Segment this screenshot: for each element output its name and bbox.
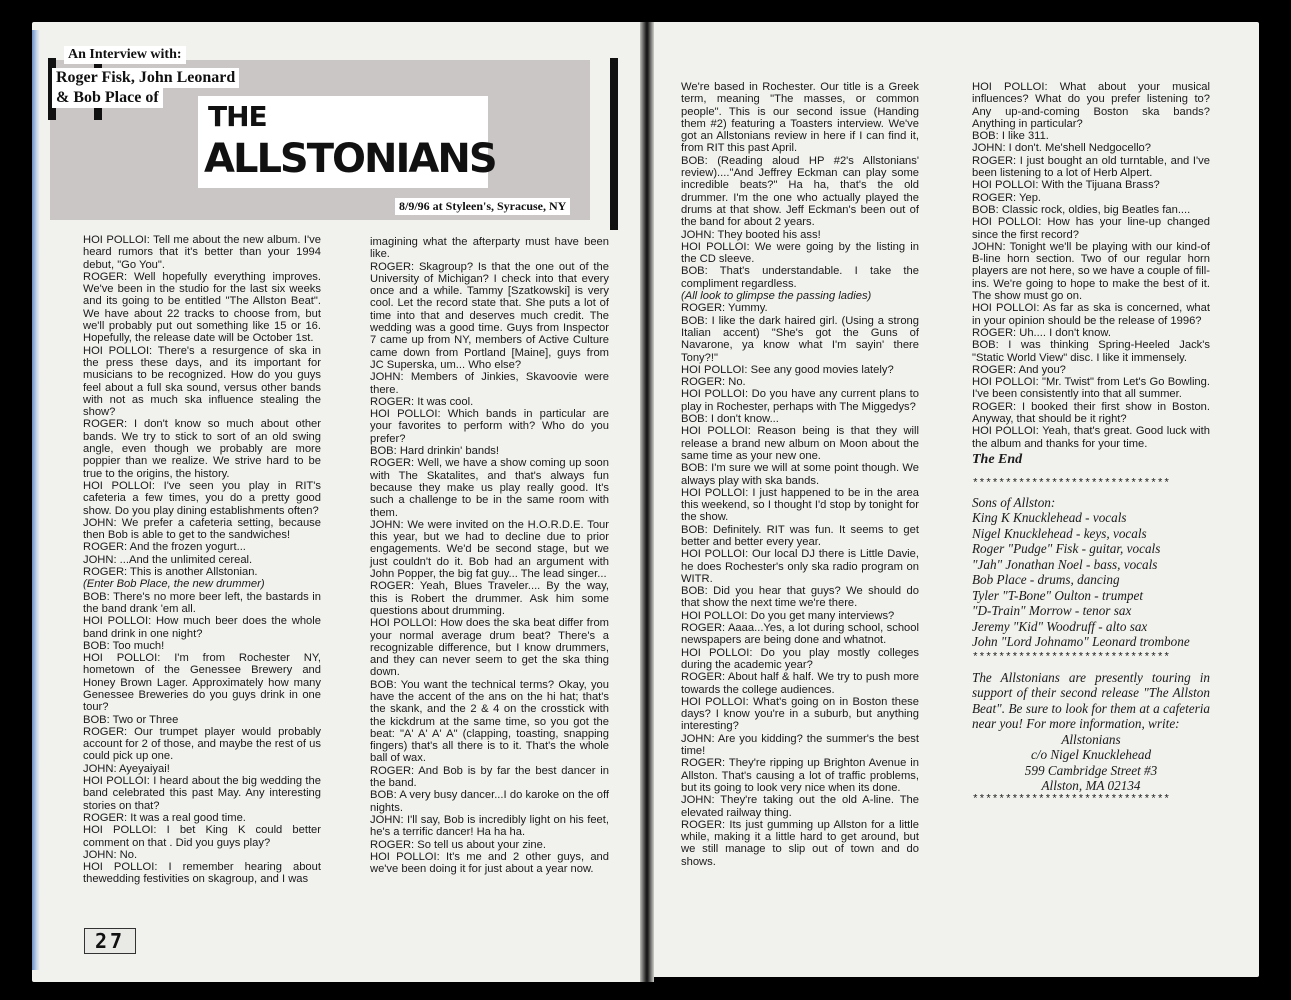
interview-paragraph: (All look to glimpse the passing ladies) — [681, 290, 872, 303]
interview-paragraph: HOI POLLOI: Reason being is that they will release a brand new album on Moon about the same time as your new one. — [681, 425, 919, 462]
interview-paragraph: BOB: Classic rock, oldies, big Beatles fan.... — [972, 203, 1191, 216]
member-item: Nigel Knucklehead - keys, vocals — [972, 525, 1147, 541]
interview-paragraph: HOI POLLOI: I heard about the big wedding the band celebrated this past May. Any interesting stories on that? — [83, 775, 321, 812]
band-title-the: THE — [208, 100, 267, 133]
interview-paragraph: HOI POLLOI: What about your musical influences? What do you prefer listening to? Any up-and-coming Boston ska bands? Anything in particular? — [972, 81, 1210, 130]
interview-paragraph: JOHN: We were invited on the H.O.R.D.E. Tour this year, but we had to decline due to prior engagements. We'd be second stage, but we just couldn't do it. Bob had an argument with John Popper, the big fat guy... The lead singer... — [370, 518, 609, 581]
address-line: Allstonians — [1061, 731, 1121, 747]
interview-paragraph: JOHN: Members of Jinkies, Skavoovie were there. — [370, 371, 609, 396]
interview-paragraph: JOHN: Are you kidding? the summer's the best time! — [681, 732, 919, 758]
interview-paragraph: ROGER: Yep. — [972, 191, 1042, 204]
interview-paragraph: JOHN: Tonight we'll be playing with our kind-of B-line horn section. Two of our regular horn players are not here, so we have a couple of fill-ins. We're going to hope to make the best of it. The show must go on. — [972, 240, 1210, 303]
interview-paragraph: BOB: Hard drinkin' bands! — [370, 445, 499, 458]
interview-paragraph: BOB: Did you hear that guys? We should do that show the next time we're there. — [681, 585, 919, 610]
interview-paragraph: HOI POLLOI: How has your line-up changed since the first record? — [972, 216, 1210, 241]
interview-paragraph: JOHN: No. — [83, 848, 138, 861]
interview-paragraph: HOI POLLOI: We were going by the listing in the CD sleeve. — [681, 240, 919, 266]
address-line: 599 Cambridge Street #3 — [1024, 762, 1158, 778]
interview-paragraph: HOI POLLOI: I'm from Rochester NY, hometown of the Genessee Brewery and Honey Brown Lager. Approximately how many Genessee Breweries do you guys drink in one tour? — [83, 652, 321, 714]
interview-paragraph: HOI POLLOI: Our local DJ there is Little Davie, he does Rochester's only ska radio program on WITR. — [681, 548, 919, 585]
interview-paragraph: ROGER: Skagroup? Is that the one out of the University of Michigan? I check into that every once and a while. Tammy [Szatkowski] is very cool. Let the record state that. She puts a lot of time into that and deserves much credit. The wedding was a good time. Guys from Inspector 7 came up from NY, members of Active Culture came down from Portland [Maine], guys from JC Superska, um... Who else? — [370, 260, 609, 371]
interview-paragraph: ROGER: Our trumpet player would probably account for 2 of those, and maybe the rest of us could pick up one. — [83, 725, 321, 763]
column-4-text — [972, 81, 1210, 450]
interview-paragraph: ROGER: They're ripping up Brighton Avenue in Allston. That's causing a lot of traffic problems, but its going to look very nice when its done. — [681, 757, 919, 794]
interview-paragraph: ROGER: Uh.... I don't know. — [972, 326, 1111, 339]
interview-names-1: Roger Fisk, John Leonard — [52, 68, 239, 88]
interview-paragraph: ROGER: I booked their first show in Boston. Anyway, that should be it right? — [972, 400, 1210, 426]
interview-paragraph: We're based in Rochester. Our title is a Greek term, meaning "The masses, or common people". This is our second issue (Handing them #2) featuring a Toasters interview. We've got an Allstonians review in here if I can find it, from RIT this past April. — [681, 81, 919, 155]
interview-paragraph: JOHN: ...And the unlimited cereal. — [83, 553, 253, 566]
interview-paragraph: ROGER: It was cool. — [370, 395, 474, 408]
interview-paragraph: ROGER: I don't know so much about other bands. We try to stick to sort of an old swing angle, even though we probably are more poppier than we realize. We strive hard to be true to the origins, the history. — [83, 418, 321, 480]
header-bar-right — [610, 58, 618, 230]
interview-paragraph: JOHN: I'll say, Bob is incredibly light on his feet, he's a terrific dancer! Ha ha ha. — [370, 813, 609, 839]
address-line: c/o Nigel Knucklehead — [1030, 747, 1152, 763]
interview-paragraph: BOB: I was thinking Spring-Heeled Jack's "Static World View" disc. I like it immensely. — [972, 339, 1210, 364]
interview-paragraph: HOI POLLOI: Do you play mostly colleges during the academic year? — [681, 646, 919, 671]
interview-paragraph: BOB: Definitely. RIT was fun. It seems to get better and better every year. — [681, 523, 919, 548]
interview-paragraph: ROGER: It was a real good time. — [83, 811, 246, 824]
interview-paragraph: HOI POLLOI: I've seen you play in RIT's cafeteria a few times, you do a pretty good show. Do you play dining establishments often? — [83, 479, 321, 517]
band-title-box — [198, 96, 496, 188]
the-end: The End — [972, 451, 1023, 467]
interview-paragraph: HOI POLLOI: Tell me about the new album. I've heard rumors that it's better than your 1994 debut, "Go You". — [83, 234, 321, 271]
interview-paragraph: JOHN: They're taking out the old A-line. The elevated railway thing. — [681, 794, 919, 819]
interview-paragraph: ROGER: I just bought an old turntable, and I've been listening to a lot of Herb Alpert. — [972, 154, 1210, 180]
member-item: Roger "Pudge" Fisk - guitar, vocals — [972, 541, 1161, 556]
contact-address — [972, 732, 1210, 794]
member-item: Tyler "T-Bone" Oulton - trumpet — [972, 587, 1144, 603]
interview-paragraph: ROGER: And you? — [972, 363, 1066, 376]
interview-paragraph: HOI POLLOI: Do you get many interviews? — [681, 609, 895, 622]
interview-paragraph: ROGER: Yummy. — [681, 302, 768, 315]
interview-paragraph: HOI POLLOI: How much beer does the whole band drink in one night? — [83, 615, 321, 640]
page-edge-stripe — [32, 30, 40, 970]
interview-paragraph: ROGER: So tell us about your zine. — [370, 838, 546, 851]
interview-paragraph: BOB: A very busy dancer...I do karoke on the off nights. — [370, 789, 609, 814]
interview-paragraph: JOHN: I don't. Me'shell Nedgocello? — [972, 142, 1152, 155]
member-list-title: Sons of Allston: — [972, 494, 1056, 510]
member-item: John "Lord Johnamo" Leonard trombone — [972, 634, 1190, 649]
interview-paragraph: HOI POLLOI: I just happened to be in the area this weekend, so I thought I'd stop by tonight for the show. — [681, 486, 919, 524]
interview-paragraph: HOI POLLOI: I remember hearing about thewedding festivities on skagroup, and I was — [83, 861, 321, 886]
interview-paragraph: ROGER: Well, we have a show coming up soon with The Skatalites, and that's always fun because they make us play really good. It's such a challenge to be in the same room with them. — [370, 457, 609, 519]
interview-paragraph: BOB: That's understandable. I take the compliment regardless. — [681, 265, 919, 290]
interview-paragraph: JOHN: We prefer a cafeteria setting, because then Bob is able to get to the sandwiches! — [83, 516, 321, 542]
interview-paragraph: HOI POLLOI: It's me and 2 other guys, and we've been doing it for just about a year now. — [370, 850, 609, 876]
interview-paragraph: BOB: You want the technical terms? Okay, you have the accent of the ans on the hi hat; that's the skank, and the 2 & 4 on the crosstick with the kickdrum at the same time, so you got the beat: "A' A' A' A" (clapping, toasting, snapping fingers) that's all there is to it. That's the whole ball of wax. — [370, 678, 609, 765]
band-title: ALLSTONIANS — [204, 136, 496, 182]
page-number: 27 — [84, 928, 136, 954]
member-item: King K Knucklehead - vocals — [972, 510, 1127, 525]
star-divider-2: ****************************** — [972, 651, 1171, 664]
member-item: Bob Place - drums, dancing — [972, 572, 1120, 587]
interview-paragraph: ROGER: No. — [681, 376, 746, 389]
interview-paragraph: HOI POLLOI: With the Tijuana Brass? — [972, 179, 1160, 192]
interview-paragraph: HOI POLLOI: Which bands in particular are your favorites to perform with? Who do you prefer? — [370, 408, 609, 445]
star-divider-1: ****************************** — [972, 478, 1171, 491]
interview-names-2: & Bob Place of — [52, 88, 163, 108]
interview-column-1 — [83, 234, 321, 886]
interview-date-venue: 8/9/96 at Styleen's, Syracuse, NY — [395, 198, 570, 215]
interview-paragraph: HOI POLLOI: Yeah, that's great. Good luck with the album and thanks for your time. — [972, 425, 1210, 450]
member-list — [972, 495, 1210, 650]
interview-paragraph: ROGER: Yeah, Blues Traveler.... By the way, this is Robert the drummer. Ask him some questions about drumming. — [370, 580, 609, 617]
interview-column-2 — [370, 236, 609, 875]
interview-paragraph: JOHN: Ayeyaiyai! — [83, 762, 170, 775]
interview-paragraph: ROGER: About half & half. We try to push more towards the college audiences. — [681, 671, 919, 696]
interview-paragraph: HOI POLLOI: See any good movies lately? — [681, 363, 894, 376]
interview-paragraph: ROGER: Its just gumming up Allston for a little while, making it a little hard to get around, but we still manage to slip out of town and do shows. — [681, 818, 919, 868]
interview-paragraph: HOI POLLOI: How does the ska beat differ from your normal average drum beat? There's a recognizable difference, but I know drummers, and they can never seem to get the ska thing down. — [370, 617, 609, 679]
member-item: Jeremy "Kid" Woodruff - alto sax — [972, 618, 1148, 634]
touring-text: The Allstonians are presently touring in support of their second release "The Allston Beat". Be sure to look for them at a cafeteria near you! For more information, write: — [972, 669, 1210, 732]
interview-paragraph: BOB: Too much! — [83, 639, 165, 652]
interview-paragraph: BOB: I don't know... — [681, 413, 779, 426]
interview-paragraph: BOB: I like 311. — [972, 130, 1049, 143]
interview-paragraph: BOB: (Reading aloud HP #2's Allstonians' review)...."And Jeffrey Eckman can play some incredible beats?" Ha ha, that's the old drummer. I'm the one who actually played the drums at that show. Jeff Eckman's been out of the band for about 2 years. — [681, 154, 919, 229]
member-items — [972, 510, 1210, 650]
interview-paragraph: ROGER: Aaaa...Yes, a lot during school, school newspapers are being done and whatnot. — [681, 622, 919, 647]
interview-paragraph: BOB: There's no more beer left, the bastards in the band drank 'em all. — [83, 590, 321, 615]
interview-paragraph: HOI POLLOI: As far as ska is concerned, what in your opinion should be the release of 1996? — [972, 302, 1210, 327]
interview-paragraph: ROGER: And the frozen yogurt... — [83, 541, 246, 554]
interview-intro: An Interview with: — [64, 46, 186, 64]
address-line: Allston, MA 02134 — [1041, 778, 1141, 794]
member-item: "Jah" Jonathan Noel - bass, vocals — [972, 556, 1158, 572]
interview-paragraph: ROGER: This is another Allstonian. — [83, 566, 258, 579]
interview-paragraph: BOB: I like the dark haired girl. (Using a strong Italian accent) "She's got the Guns of Navarone, ya know what I'm sayin' there Tony?!" — [681, 314, 919, 364]
member-item: "D-Train" Morrow - tenor sax — [972, 603, 1132, 618]
interview-paragraph: JOHN: They booted his ass! — [681, 228, 821, 241]
interview-paragraph: imagining what the afterparty must have been like. — [370, 236, 609, 261]
star-divider-3: ****************************** — [972, 793, 1171, 806]
interview-paragraph: HOI POLLOI: What's going on in Boston these days? I know you're in a suburb, but anything interesting? — [681, 695, 919, 733]
interview-paragraph: HOI POLLOI: "Mr. Twist" from Let's Go Bowling. I've been consistently into that all summer. — [972, 376, 1210, 401]
interview-paragraph: HOI POLLOI: I bet King K could better comment on that . Did you guys play? — [83, 824, 321, 849]
interview-paragraph: HOI POLLOI: Do you have any current plans to play in Rochester, perhaps with The Miggedys? — [681, 388, 919, 413]
interview-paragraph: HOI POLLOI: There's a resurgence of ska in the press these days, and its important for musicians to be recognized. How do you guys feel about a full ska sound, versus other bands with not as much ska influence stealing the show? — [83, 344, 321, 419]
interview-paragraph: ROGER: Well hopefully everything improves. We've been in the studio for the last six weeks and its going to be entitled "The Allston Beat". We have about 22 tracks to choose from, but we'll probably put out something like 15 or 16. Hopefully, the release date will be October 1st. — [83, 270, 321, 345]
book-gutter — [640, 22, 654, 982]
interview-paragraph: BOB: I'm sure we will at some point though. We always play with ska bands. — [681, 462, 919, 487]
interview-column-3 — [681, 81, 919, 868]
interview-column-4 — [972, 81, 1210, 806]
interview-paragraph: (Enter Bob Place, the new drummer) — [83, 578, 265, 591]
interview-paragraph: ROGER: And Bob is by far the best dancer in the band. — [370, 764, 609, 790]
interview-paragraph: BOB: Two or Three — [83, 713, 179, 726]
